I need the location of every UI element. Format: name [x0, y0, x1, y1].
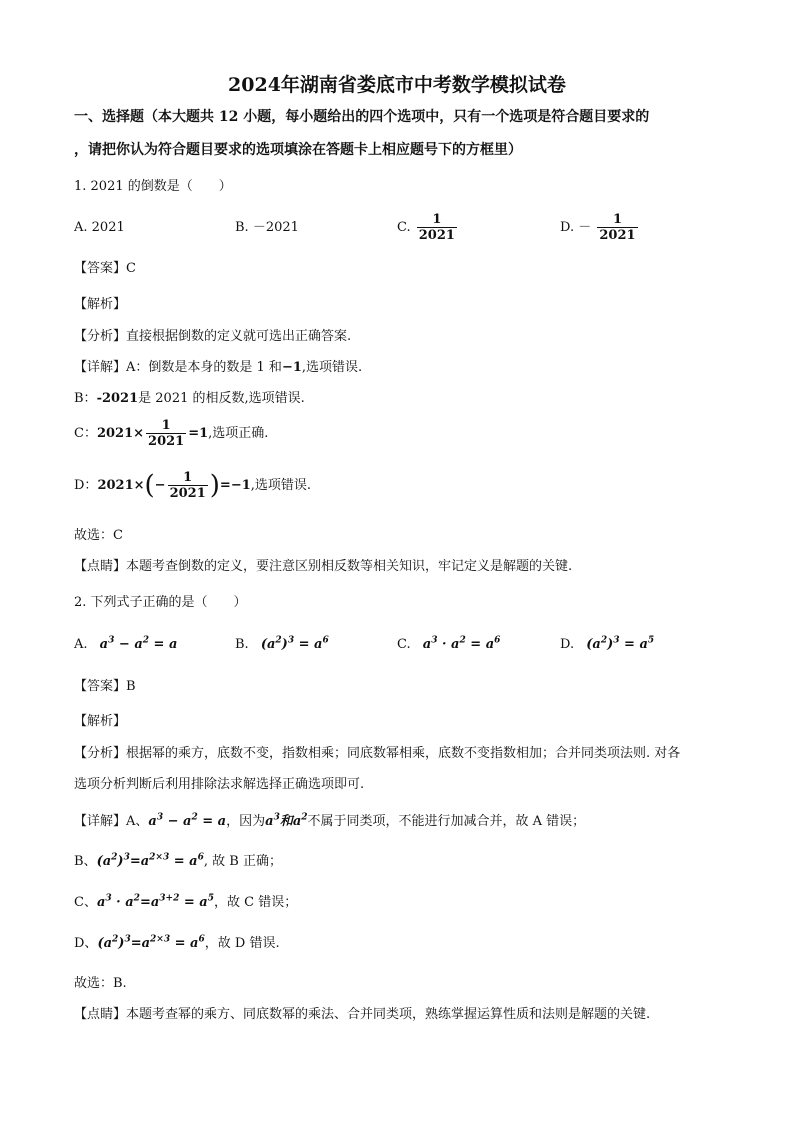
q1-detail-b-math: -2021 [96, 391, 139, 406]
q2-detail-d-label: D、 [74, 936, 98, 951]
q1-analysis: 【分析】直接根据倒数的定义就可选出正确答案. [74, 329, 352, 344]
q2-detail-a-label: 【详解】A、 [74, 814, 149, 829]
minus-sign: − [154, 478, 166, 493]
q1-option-d [560, 210, 640, 246]
q1-detail-c-suffix: ,选项正确. [208, 426, 269, 441]
q1-detail-b-suffix: 是 2021 的相反数,选项错误. [138, 391, 305, 406]
q1-dianjing: 【点睛】本题考查倒数的定义，要注意区别相反数等相关知识，牢记定义是解题的关键. [74, 559, 573, 574]
q2-detail-b-suffix: , 故 B 正确； [203, 854, 282, 869]
q1-detail-a-math: −1 [281, 360, 302, 375]
q1-option-c-fraction [417, 212, 457, 243]
q1-option-b: B. －2021 [235, 220, 299, 235]
q1-option-c-label: C. [397, 220, 411, 235]
q1-detail-c-label: C： [74, 426, 97, 441]
right-paren: ) [209, 470, 220, 501]
q2-detail-b-label: B、 [74, 854, 97, 869]
q2-option-d-expr: $(a^2)^3 = a^5$ [586, 635, 655, 652]
q2-choose: 故选：B. [74, 976, 127, 991]
fraction-numerator: 1 [183, 470, 193, 485]
q1-detail-d [74, 466, 311, 506]
q1-detail-d-suffix: ,选项错误. [250, 478, 312, 493]
q1-option-a: A. 2021 [74, 220, 125, 235]
q2-option-a-label: A. [74, 637, 88, 652]
q1-detail-b [74, 390, 305, 408]
q2-detail-c-expr: $a^3 \cdot a^2=a^{3+2} = a^5$ [96, 893, 214, 910]
fraction-denominator: 2021 [599, 228, 636, 243]
q2-analysis-line2: 选项分析判断后利用排除法求解选择正确选项即可. [74, 777, 365, 792]
q2-detail-b [74, 853, 282, 871]
q1-option-d-fraction [597, 212, 637, 243]
q1-detail-d-left: 2021× [97, 478, 145, 493]
q2-option-b [235, 636, 329, 654]
left-paren: ( [144, 470, 155, 501]
q2-detail-c [74, 894, 297, 912]
q2-analysis-line1: 【分析】根据幂的乘方，底数不变，指数相乘；同底数幂相乘，底数不变指数相加；合并同类项法则. 对各 [74, 746, 681, 761]
fraction-denominator: 2021 [418, 228, 455, 243]
q2-dianjing: 【点睛】本题考查幂的乘方、同底数幂的乘法、合并同类项，熟练掌握运算性质和法则是解题的关键. [74, 1007, 651, 1022]
q1-detail-a-text: 【详解】A：倒数是本身的数是 1 和 [74, 360, 282, 375]
q2-detail-d-expr: $(a^2)^3=a^{2\times 3} = a^6$ [97, 934, 205, 951]
q1-detail-c-right: =1 [188, 426, 209, 441]
section-heading-line1: 一、选择题（本大题共 12 小题，每小题给出的四个选项中，只有一个选项是符合题目要求的 [74, 109, 650, 125]
q1-option-d-label: D. － [560, 220, 592, 235]
q1-detail-a [74, 359, 362, 377]
q2-option-a [74, 636, 177, 654]
q2-detail-a-mid: ，因为 [226, 814, 266, 829]
q2-detail-c-suffix: ，故 C 错误； [213, 895, 298, 910]
q2-option-c-expr: $a^3 \cdot a^2 = a^6$ [422, 635, 501, 652]
q2-detail-d-suffix: ，故 D 错误. [204, 936, 280, 951]
q1-detail-d-right: =−1 [219, 478, 251, 493]
q2-detail-a-terms: $a^3$和$a^2$ [265, 812, 308, 829]
q2-detail-a-suffix: 不属于同类项，不能进行加减合并，故 A 错误； [307, 814, 586, 829]
q1-detail-d-fraction [168, 470, 208, 501]
q2-detail-c-label: C、 [74, 895, 97, 910]
q2-detail-a-expr: $a^3 - a^2 = a$ [148, 812, 227, 829]
q2-detail-a [74, 813, 585, 831]
q2-option-d-label: D. [560, 637, 575, 652]
fraction-denominator: 2021 [148, 434, 185, 449]
q2-stem: 2. 下列式子正确的是（ ） [74, 595, 247, 610]
q2-option-d [560, 636, 654, 654]
fraction-numerator: 1 [161, 418, 171, 433]
q2-option-b-expr: $(a^2)^3 = a^6$ [260, 635, 329, 652]
q1-detail-c [74, 416, 268, 452]
q2-jiexi: 【解析】 [74, 714, 127, 729]
q1-jiexi: 【解析】 [74, 297, 127, 312]
section-heading-line2: ，请把你认为符合题目要求的选项填涂在答题卡上相应题号下的方框里） [74, 142, 522, 158]
q2-answer: 【答案】B [74, 679, 136, 694]
q1-detail-d-label: D： [74, 478, 98, 493]
q1-choose: 故选：C [74, 528, 123, 543]
q1-detail-b-label: B： [74, 391, 97, 406]
q1-detail-a-suffix: ,选项错误. [301, 360, 363, 375]
fraction-numerator: 1 [612, 212, 622, 227]
q1-detail-c-left: 2021× [96, 426, 145, 441]
page-title: 2024年湖南省娄底市中考数学模拟试卷 [228, 74, 566, 96]
q1-stem: 1. 2021 的倒数是（ ） [74, 179, 232, 194]
q2-detail-d [74, 935, 280, 953]
q2-detail-b-expr: $(a^2)^3=a^{2\times 3} = a^6$ [96, 852, 204, 869]
q1-detail-c-fraction [146, 418, 186, 449]
q1-answer: 【答案】C [74, 261, 136, 276]
fraction-numerator: 1 [432, 212, 442, 227]
q2-option-c [397, 636, 500, 654]
q2-option-b-label: B. [235, 637, 249, 652]
q1-option-c [397, 210, 459, 246]
q2-option-a-expr: $a^3 - a^2 = a$ [99, 635, 178, 652]
q2-option-c-label: C. [397, 637, 411, 652]
fraction-denominator: 2021 [169, 486, 206, 501]
